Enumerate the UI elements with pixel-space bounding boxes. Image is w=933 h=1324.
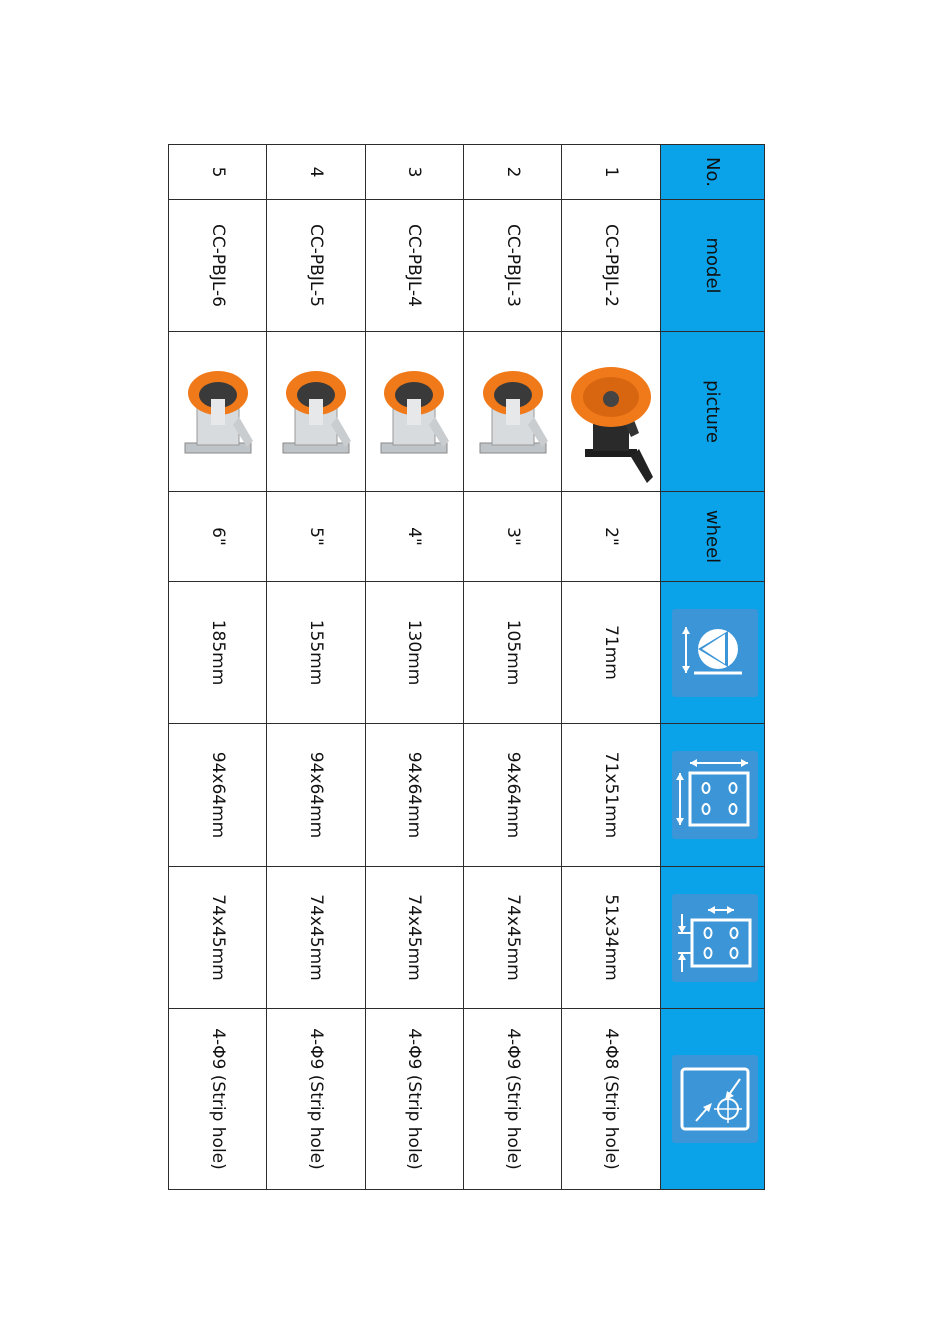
cell-picture [169, 332, 267, 492]
table-row [169, 145, 267, 1190]
cell-hole-spacing: 74x45mm [365, 867, 463, 1009]
cell-no: 5 [169, 145, 267, 200]
cell-hole-spacing: 74x45mm [169, 867, 267, 1009]
cell-no: 4 [267, 145, 365, 200]
cell-model: CC-PBJL-2 [562, 200, 660, 332]
cell-wheel: 3" [464, 492, 562, 582]
cell-picture [267, 332, 365, 492]
table-row [464, 145, 562, 1190]
spec-table-container [168, 144, 765, 1189]
cell-wheel: 5" [267, 492, 365, 582]
cell-model: CC-PBJL-4 [365, 200, 463, 332]
cell-hole: 4-Φ9 (Strip hole) [365, 1009, 463, 1190]
cell-picture [464, 332, 562, 492]
cell-wheel: 2" [562, 492, 660, 582]
cell-hole: 4-Φ8 (Strip hole) [562, 1009, 660, 1190]
header-wheel: wheel [660, 492, 764, 582]
cell-model: CC-PBJL-5 [267, 200, 365, 332]
header-row [660, 145, 764, 1190]
cell-no: 3 [365, 145, 463, 200]
table-row [267, 145, 365, 1190]
cell-plate: 94x64mm [365, 724, 463, 867]
cell-wheel: 4" [365, 492, 463, 582]
cell-hole-spacing: 51x34mm [562, 867, 660, 1009]
caster-brake-image [173, 337, 263, 487]
cell-hole: 4-Φ9 (Strip hole) [169, 1009, 267, 1190]
header-bolt-hole [660, 1009, 764, 1190]
caster-brake-image [271, 337, 361, 487]
cell-hole: 4-Φ9 (Strip hole) [267, 1009, 365, 1190]
top-plate-size-icon [672, 751, 758, 839]
cell-hole: 4-Φ9 (Strip hole) [464, 1009, 562, 1190]
caster-brake-image [369, 337, 459, 487]
header-no: No. [660, 145, 764, 200]
bolt-hole-icon [672, 1055, 758, 1143]
cell-plate: 94x64mm [169, 724, 267, 867]
cell-model: CC-PBJL-3 [464, 200, 562, 332]
header-overall-height [660, 582, 764, 724]
cell-picture [562, 332, 660, 492]
caster-brake-image [468, 337, 558, 487]
cell-plate: 94x64mm [464, 724, 562, 867]
cell-plate: 71x51mm [562, 724, 660, 867]
table-row [365, 145, 463, 1190]
rotated-table [168, 144, 765, 1189]
cell-height: 155mm [267, 582, 365, 724]
cell-height: 105mm [464, 582, 562, 724]
overall-height-icon [672, 609, 758, 697]
header-model: model [660, 200, 764, 332]
table-row [562, 145, 660, 1190]
cell-plate: 94x64mm [267, 724, 365, 867]
cell-no: 1 [562, 145, 660, 200]
header-top-plate-size [660, 724, 764, 867]
cell-wheel: 6" [169, 492, 267, 582]
cell-model: CC-PBJL-6 [169, 200, 267, 332]
cell-height: 71mm [562, 582, 660, 724]
caster-spec-table [168, 144, 765, 1190]
cell-hole-spacing: 74x45mm [464, 867, 562, 1009]
caster-brake-black-image [563, 337, 659, 487]
cell-hole-spacing: 74x45mm [267, 867, 365, 1009]
cell-no: 2 [464, 145, 562, 200]
header-picture: picture [660, 332, 764, 492]
header-bolt-hole-spacing [660, 867, 764, 1009]
cell-height: 185mm [169, 582, 267, 724]
bolt-hole-spacing-icon [672, 894, 758, 982]
cell-picture [365, 332, 463, 492]
cell-height: 130mm [365, 582, 463, 724]
